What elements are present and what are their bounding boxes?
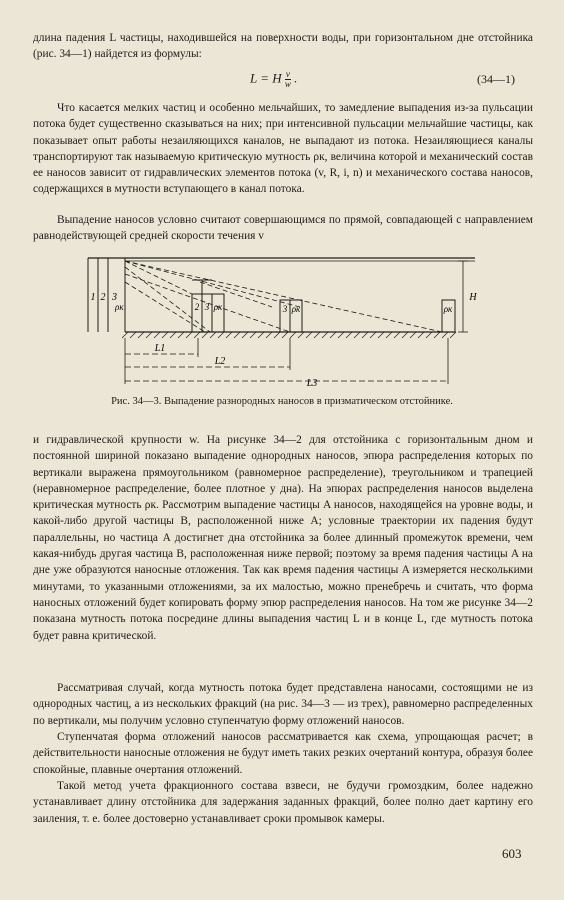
length-dimensions <box>125 338 448 384</box>
label-right-rho: ρк <box>291 304 301 314</box>
equation-number: (34—1) <box>477 72 515 86</box>
settling-tank-diagram <box>80 252 484 392</box>
paragraph-7: Такой метод учета фракционного состава взвеси, не будучи громоздким, более надежно устанавливает длину отстойника для задержания заданных фракций, более полно дает картину его заиления, т. е. более достоверно устанавливает сроки промывок камеры. <box>33 780 533 825</box>
paragraph-6: Ступенчатая форма отложений наносов рассматривается как схема, упрощающая расчет; в действительности наносные отложения не будут иметь таких резких очертаний контура, образуя более спокойные, плавные очертания отложений. <box>33 731 533 776</box>
formula-34-1 <box>250 70 297 89</box>
paragraph-2: Что касается мелких частиц и особенно мельчайших, то замедление выпадения из-за пульсации потока будет существенно сказываться на них; при интенсивной пульсации мельчайшие частицы, как показывает опыт работы незаиляющихся каналов, не выпадают из потока. Незаиляющиеся каналы транспортируют так называемую критическую мутность ρк, величина которой и механический состав ее наносов зависит от гидравлических элементов потока (v, R, i, n) и механического состава наносов, содержащихся в мутности вступающего в канал потока. <box>33 102 533 196</box>
formula-numerator: v <box>285 69 290 79</box>
label-right-n3: 3 <box>282 304 288 314</box>
label-n3: 3 <box>112 292 117 303</box>
paragraph-5: Рассматривая случай, когда мутность потока будет представлена наносами, состоящими не из однородных частиц, а из нескольких фракций (на рис. 34—3 — из трех), равномерно распределенных по вертикали, мы получим условно ступенчатую форму отложений наносов. <box>33 682 533 727</box>
formula-tail: . <box>294 70 298 86</box>
label-mid-n2: 2 <box>194 302 200 312</box>
settling-trajectories <box>125 261 442 332</box>
formula-lhs: L = H <box>250 70 282 86</box>
paragraph-4: и гидравлической крупности w. На рисунке 34—2 для отстойника с горизонтальным дном и постоянной шириной показано выпадение однородных наносов, эпюра распределения которых по вертикали выражена прямоугольником (равномерное распределение), треугольником и трапецией (неравномерное распределение, более плотное у дна). На эпюрах распределения наносов выделена критическая мутность ρк. Рассмотрим выпадение частицы A наносов, находящейся на уровне воды, и какой-либо другой частицы B, расположенной ниже A; условные траектории их падения будут параллельны, но частица A достигнет дна отстойника за более длинный промежуток времени, чем какая-нибудь другая частица B, расположенная ниже первой; поэтому за время падения частицы A на дне уже образуются наносные отложения. Так как время падения частицы A измеряется несколькими минутами, то указанными отложениями, за их малостью, можно пренебречь и считать, что форма наносных отложений будет копировать форму эпюр распределения наносов. На том же рисунке 34—2 показана мутность потока посредине длины выпадения частиц L и в конце L, где мутность потока будет равна критической. <box>33 434 533 642</box>
deposit-epures <box>192 280 455 332</box>
bottom-hatching <box>122 332 456 338</box>
label-l1: L1 <box>154 343 166 354</box>
page-number: 603 <box>502 846 522 861</box>
label-l3: L3 <box>306 378 318 389</box>
label-mid-n3: 3 <box>204 302 210 312</box>
label-height-h: H <box>469 292 477 303</box>
label-l2: L2 <box>214 356 226 367</box>
label-rho-k: ρк <box>115 302 124 312</box>
figure-caption: Рис. 34—3. Выпадение разнородных наносов в призматическом отстойнике. <box>111 396 453 407</box>
label-n1: 1 <box>90 292 96 303</box>
paragraph-1: длина падения L частицы, находившейся на поверхности воды, при горизонтальном дне отстойника (рис. 34—1) найдется из формулы: <box>33 32 533 61</box>
label-far-rho: ρк <box>443 304 453 314</box>
label-mid-rho: ρк <box>213 302 223 312</box>
paragraph-3: Выпадение наносов условно считают совершающимся по прямой, совпадающей с направлением равнодействующей средней скорости течения v <box>33 214 533 243</box>
formula-fraction <box>285 70 291 89</box>
formula-denominator: w <box>284 79 291 89</box>
label-n2: 2 <box>100 292 106 303</box>
